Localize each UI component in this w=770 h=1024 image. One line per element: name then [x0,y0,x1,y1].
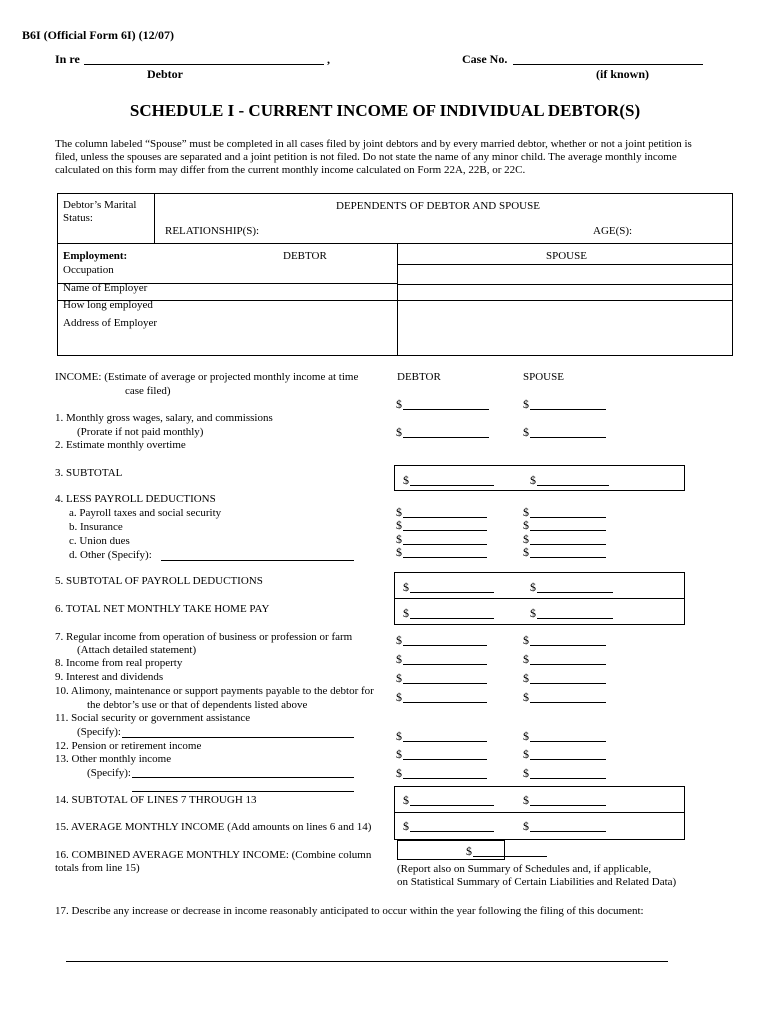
line-4d-spouse-field[interactable] [523,545,529,560]
income-spouse-header: SPOUSE [523,371,564,383]
debtor-label: Debtor [147,67,183,81]
line-6-spouse-field[interactable] [530,606,536,621]
employment-debtor-header: DEBTOR [283,250,327,262]
line-2-spouse-field[interactable] [523,425,529,440]
line-1-debtor-field[interactable] [396,397,402,412]
income-header: INCOME: (Estimate of average or projected monthly income at time [55,371,359,383]
line-1-spouse-field[interactable] [523,397,529,412]
line-7-note: (Attach detailed statement) [77,644,197,656]
how-long-label: How long employed [63,299,153,311]
dollar-sign: $ [396,545,402,559]
report-note: (Report also on Summary of Schedules and, if applicable, [397,863,652,875]
dollar-sign: $ [530,606,536,620]
dollar-sign: $ [396,397,402,411]
dollar-sign: $ [523,505,529,519]
dollar-sign: $ [396,518,402,532]
line-4-label: 4. LESS PAYROLL DEDUCTIONS [55,493,216,505]
line-14-spouse-field[interactable] [523,793,529,808]
divider [57,300,733,301]
line-4c-label: c. Union dues [69,535,130,547]
dollar-sign: $ [396,633,402,647]
occupation-label: Occupation [63,264,114,276]
line-17-answer-field[interactable] [66,961,668,962]
dependents-header: DEPENDENTS OF DEBTOR AND SPOUSE [336,200,540,212]
dollar-sign: $ [523,671,529,685]
line-4d-label: d. Other (Specify): [69,549,152,561]
line-10-label: 10. Alimony, maintenance or support payments payable to the debtor for [55,685,374,697]
dollar-sign: $ [396,747,402,761]
employer-label: Name of Employer [63,282,148,294]
line-17-label: 17. Describe any increase or decrease in income reasonably anticipated to occur within the year following the filing of this document: [55,905,644,917]
line-3-debtor-field[interactable] [403,473,409,488]
line-14-debtor-field[interactable] [403,793,409,808]
line-8-spouse-field[interactable] [523,652,529,667]
line-4d-specify-field[interactable] [161,560,354,561]
line-8-label: 8. Income from real property [55,657,183,669]
line-1-label: 1. Monthly gross wages, salary, and commissions [55,412,273,424]
line-13-specify-field[interactable] [132,777,354,778]
line-9-spouse-field[interactable] [523,671,529,686]
line-15-label: 15. AVERAGE MONTHLY INCOME (Add amounts on lines 6 and 14) [55,821,372,833]
line-3-spouse-field[interactable] [530,473,536,488]
intro-line-1: The column labeled “Spouse” must be completed in all cases filed by joint debtors and by every married debtor, whether or not a joint petition is [55,138,692,150]
line-13-spouse-field[interactable] [523,766,529,781]
divider [57,243,733,244]
divider [394,598,685,599]
line-11-debtor-field[interactable] [396,729,402,744]
line-12-spouse-field[interactable] [523,747,529,762]
ages-label: AGE(S): [593,225,633,237]
income-debtor-header: DEBTOR [397,371,441,383]
dollar-sign: $ [523,532,529,546]
line-12-debtor-field[interactable] [396,747,402,762]
dollar-sign: $ [396,766,402,780]
dollar-sign: $ [530,473,536,487]
line-7-spouse-field[interactable] [523,633,529,648]
form-id: B6I (Official Form 6I) (12/07) [22,28,174,42]
line-5-debtor-field[interactable] [403,580,409,595]
dollar-sign: $ [396,690,402,704]
dollar-sign: $ [403,473,409,487]
line-13-specify-label: (Specify): [87,767,131,779]
line-11-label: 11. Social security or government assistance [55,712,251,724]
dollar-sign: $ [523,766,529,780]
line-9-debtor-field[interactable] [396,671,402,686]
line-1-note: (Prorate if not paid monthly) [77,426,204,438]
dollar-sign: $ [523,518,529,532]
status-employment-table [57,193,733,356]
dollar-sign: $ [403,793,409,807]
dollar-sign: $ [396,532,402,546]
line-5-spouse-field[interactable] [530,580,536,595]
line-10-note: the debtor’s use or that of dependents listed above [87,699,308,711]
divider [394,812,685,813]
line-2-label: 2. Estimate monthly overtime [55,439,186,451]
line-16-label: 16. COMBINED AVERAGE MONTHLY INCOME: (Combine column [55,849,372,861]
line-4b-label: b. Insurance [69,521,123,533]
dollar-sign: $ [523,747,529,761]
line-13-label: 13. Other monthly income [55,753,172,765]
report-note-2: on Statistical Summary of Certain Liabilities and Related Data) [397,876,677,888]
line-7-debtor-field[interactable] [396,633,402,648]
dollar-sign: $ [396,505,402,519]
dollar-sign: $ [523,819,529,833]
line-11-specify-label: (Specify): [77,726,121,738]
comma: , [327,52,330,66]
line-11-specify-field[interactable] [122,737,354,738]
line-14-label: 14. SUBTOTAL OF LINES 7 THROUGH 13 [55,794,257,806]
divider [397,284,733,285]
line-8-debtor-field[interactable] [396,652,402,667]
dollar-sign: $ [403,819,409,833]
line-13-debtor-field[interactable] [396,766,402,781]
line-4b-debtor-field[interactable] [396,518,402,533]
dollar-sign: $ [396,729,402,743]
divider [397,264,733,265]
line-9-label: 9. Interest and dividends [55,671,164,683]
line-6-label: 6. TOTAL NET MONTHLY TAKE HOME PAY [55,603,270,615]
line-13-specify-field-2[interactable] [132,791,354,792]
line-2-debtor-field[interactable] [396,425,402,440]
line-3-label: 3. SUBTOTAL [55,467,123,479]
case-no-field[interactable] [513,64,703,65]
dollar-sign: $ [523,545,529,559]
dollar-sign: $ [523,633,529,647]
if-known-label: (if known) [596,67,650,81]
marital-status-label: Debtor’s Marital [63,199,137,211]
line-5-label: 5. SUBTOTAL OF PAYROLL DEDUCTIONS [55,575,263,587]
line-16-box [397,840,505,860]
line-6-debtor-field[interactable] [403,606,409,621]
intro-line-3: calculated on this form may differ from the current monthly income calculated on Form 22A, 22B, or 22C. [55,164,526,176]
line-3-subtotal-box [394,465,685,491]
employment-label: Employment: [63,250,128,262]
line-4a-label: a. Payroll taxes and social security [69,507,222,519]
dollar-sign: $ [396,425,402,439]
case-no-label: Case No. [462,52,508,66]
dollar-sign: $ [523,425,529,439]
dollar-sign: $ [466,844,472,858]
divider [154,193,155,243]
line-15-debtor-field[interactable] [403,819,409,834]
dollar-sign: $ [396,652,402,666]
line-15-spouse-field[interactable] [523,819,529,834]
line-4b-spouse-field[interactable] [523,518,529,533]
dollar-sign: $ [403,606,409,620]
line-16-note: totals from line 15) [55,862,140,874]
intro-line-2: filed, unless the spouses are separated and a joint petition is not filed. Do not state the name of any minor child. The average monthly income [55,151,677,163]
page-title: SCHEDULE I - CURRENT INCOME OF INDIVIDUAL DEBTOR(S) [129,101,641,120]
dollar-sign: $ [403,580,409,594]
debtor-name-field[interactable] [84,64,324,65]
dollar-sign: $ [523,793,529,807]
line-7-label: 7. Regular income from operation of business or profession or farm [55,631,353,643]
dollar-sign: $ [523,690,529,704]
dollar-sign: $ [396,671,402,685]
marital-status-label-2: Status: [63,212,93,224]
line-16-combined-field[interactable] [466,844,472,859]
dollar-sign: $ [530,580,536,594]
line-4d-debtor-field[interactable] [396,545,402,560]
address-label: Address of Employer [63,317,158,329]
dollar-sign: $ [523,652,529,666]
relationships-label: RELATIONSHIP(S): [165,225,260,237]
employment-spouse-header: SPOUSE [546,250,587,262]
line-10-debtor-field[interactable] [396,690,402,705]
dollar-sign: $ [523,729,529,743]
line-10-spouse-field[interactable] [523,690,529,705]
in-re-label: In re [55,52,80,66]
line-11-spouse-field[interactable] [523,729,529,744]
line-12-label: 12. Pension or retirement income [55,740,202,752]
dollar-sign: $ [523,397,529,411]
income-header-2: case filed) [125,385,171,397]
